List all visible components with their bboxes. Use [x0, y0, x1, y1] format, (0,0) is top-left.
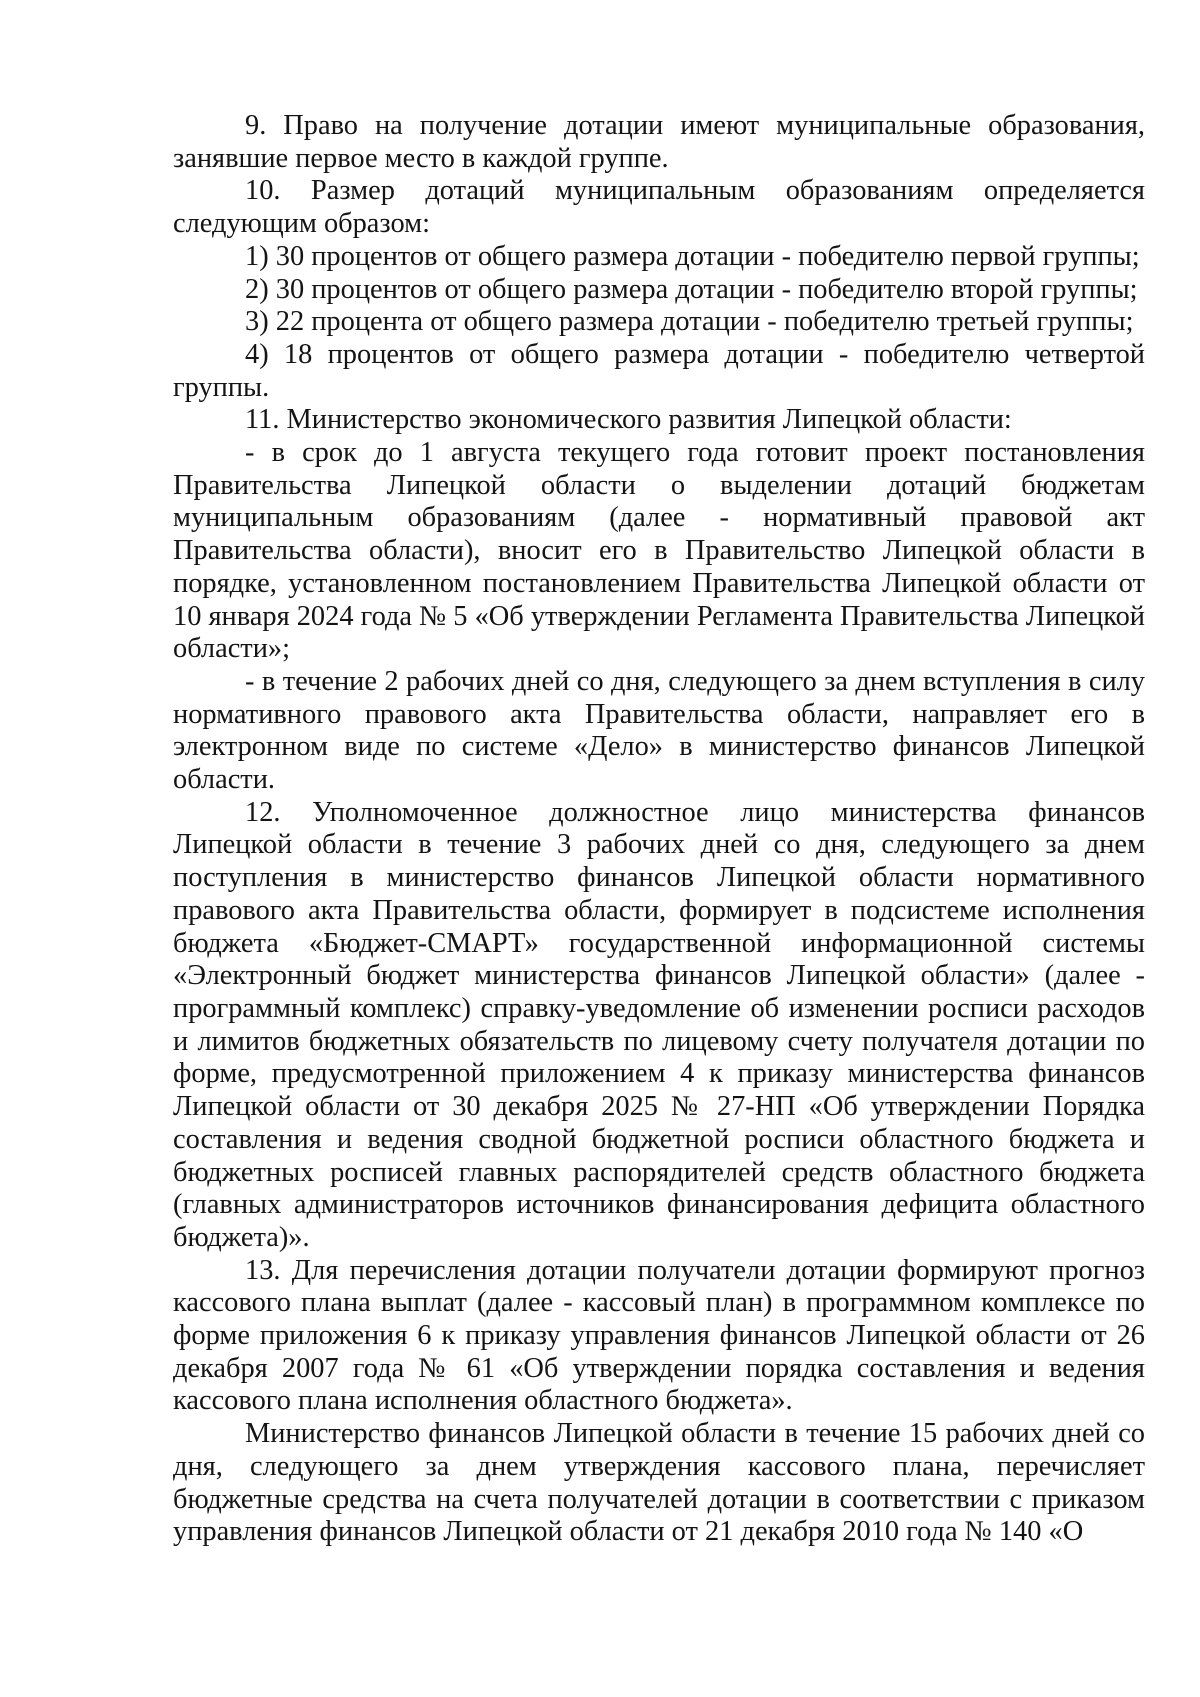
- list-item-4: 4) 18 процентов от общего размера дотации - победителю четвертой группы.: [173, 338, 1145, 403]
- document-page: [173, 110, 1145, 1549]
- list-item-3: 3) 22 процента от общего размера дотации - победителю третьей группы;: [245, 306, 1134, 338]
- paragraph-12: 12. Уполномоченное должностное лицо министерства финансов Липецкой области в течение 3 рабочих дней со дня, следующего за днем поступления в министерство финансов Липецкой области нормативного правового акта Правительства области, формирует в подсистеме исполнения бюджета «Бюджет-СМАРТ» государственной информационной системы «Электронный бюджет министерства финансов Липецкой области» (далее - программный комплекс) справку-уведомление об изменении росписи расходов и лимитов бюджетных обязательств по лицевому счету получателя дотации по форме, предусмотренной приложением 4 к приказу министерства финансов Липецкой области от 30 декабря 2025 № 27-НП «Об утверждении Порядка составления и ведения сводной бюджетной росписи областного бюджета и бюджетных росписей главных распорядителей средств областного бюджета (главных администраторов источников финансирования дефицита областного бюджета)».: [173, 796, 1145, 1253]
- paragraph-11-bullet-1: - в срок до 1 августа текущего года готовит проект постановления Правительства Липецкой области о выделении дотаций бюджетам муниципальным образованиям (далее - нормативный правовой акт Правительства области), вносит его в Правительство Липецкой области в порядке, установленном постановлением Правительства Липецкой области от 10 января 2024 года № 5 «Об утверждении Регламента Правительства Липецкой области»;: [173, 437, 1145, 665]
- list-item-1: 1) 30 процентов от общего размера дотации - победителю первой группы;: [245, 240, 1140, 272]
- paragraph-10: 10. Размер дотаций муниципальным образованиям определяется следующим образом:: [173, 175, 1145, 240]
- paragraph-13-continued: Министерство финансов Липецкой области в течение 15 рабочих дней со дня, следующего за днем утверждения кассового плана, перечисляет бюджетные средства на счета получателей дотации в соответствии с приказом управления финансов Липецкой области от 21 декабря 2010 года № 140 «О: [173, 1418, 1145, 1548]
- paragraph-11: 11. Министерство экономического развития Липецкой области:: [245, 404, 1012, 436]
- paragraph-9: 9. Право на получение дотации имеют муниципальные образования, занявшие первое место в каждой группе.: [173, 110, 1145, 174]
- paragraph-13: 13. Для перечисления дотации получатели дотации формируют прогноз кассового плана выплат (далее - кассовый план) в программном комплексе по форме приложения 6 к приказу управления финансов Липецкой области от 26 декабря 2007 года № 61 «Об утверждении порядка составления и ведения кассового плана исполнения областного бюджета».: [173, 1254, 1145, 1417]
- paragraph-11-bullet-2: - в течение 2 рабочих дней со дня, следующего за днем вступления в силу нормативного правового акта Правительства области, направляет его в электронном виде по системе «Дело» в министерство финансов Липецкой области.: [173, 665, 1145, 796]
- list-item-2: 2) 30 процентов от общего размера дотации - победителю второй группы;: [245, 273, 1138, 305]
